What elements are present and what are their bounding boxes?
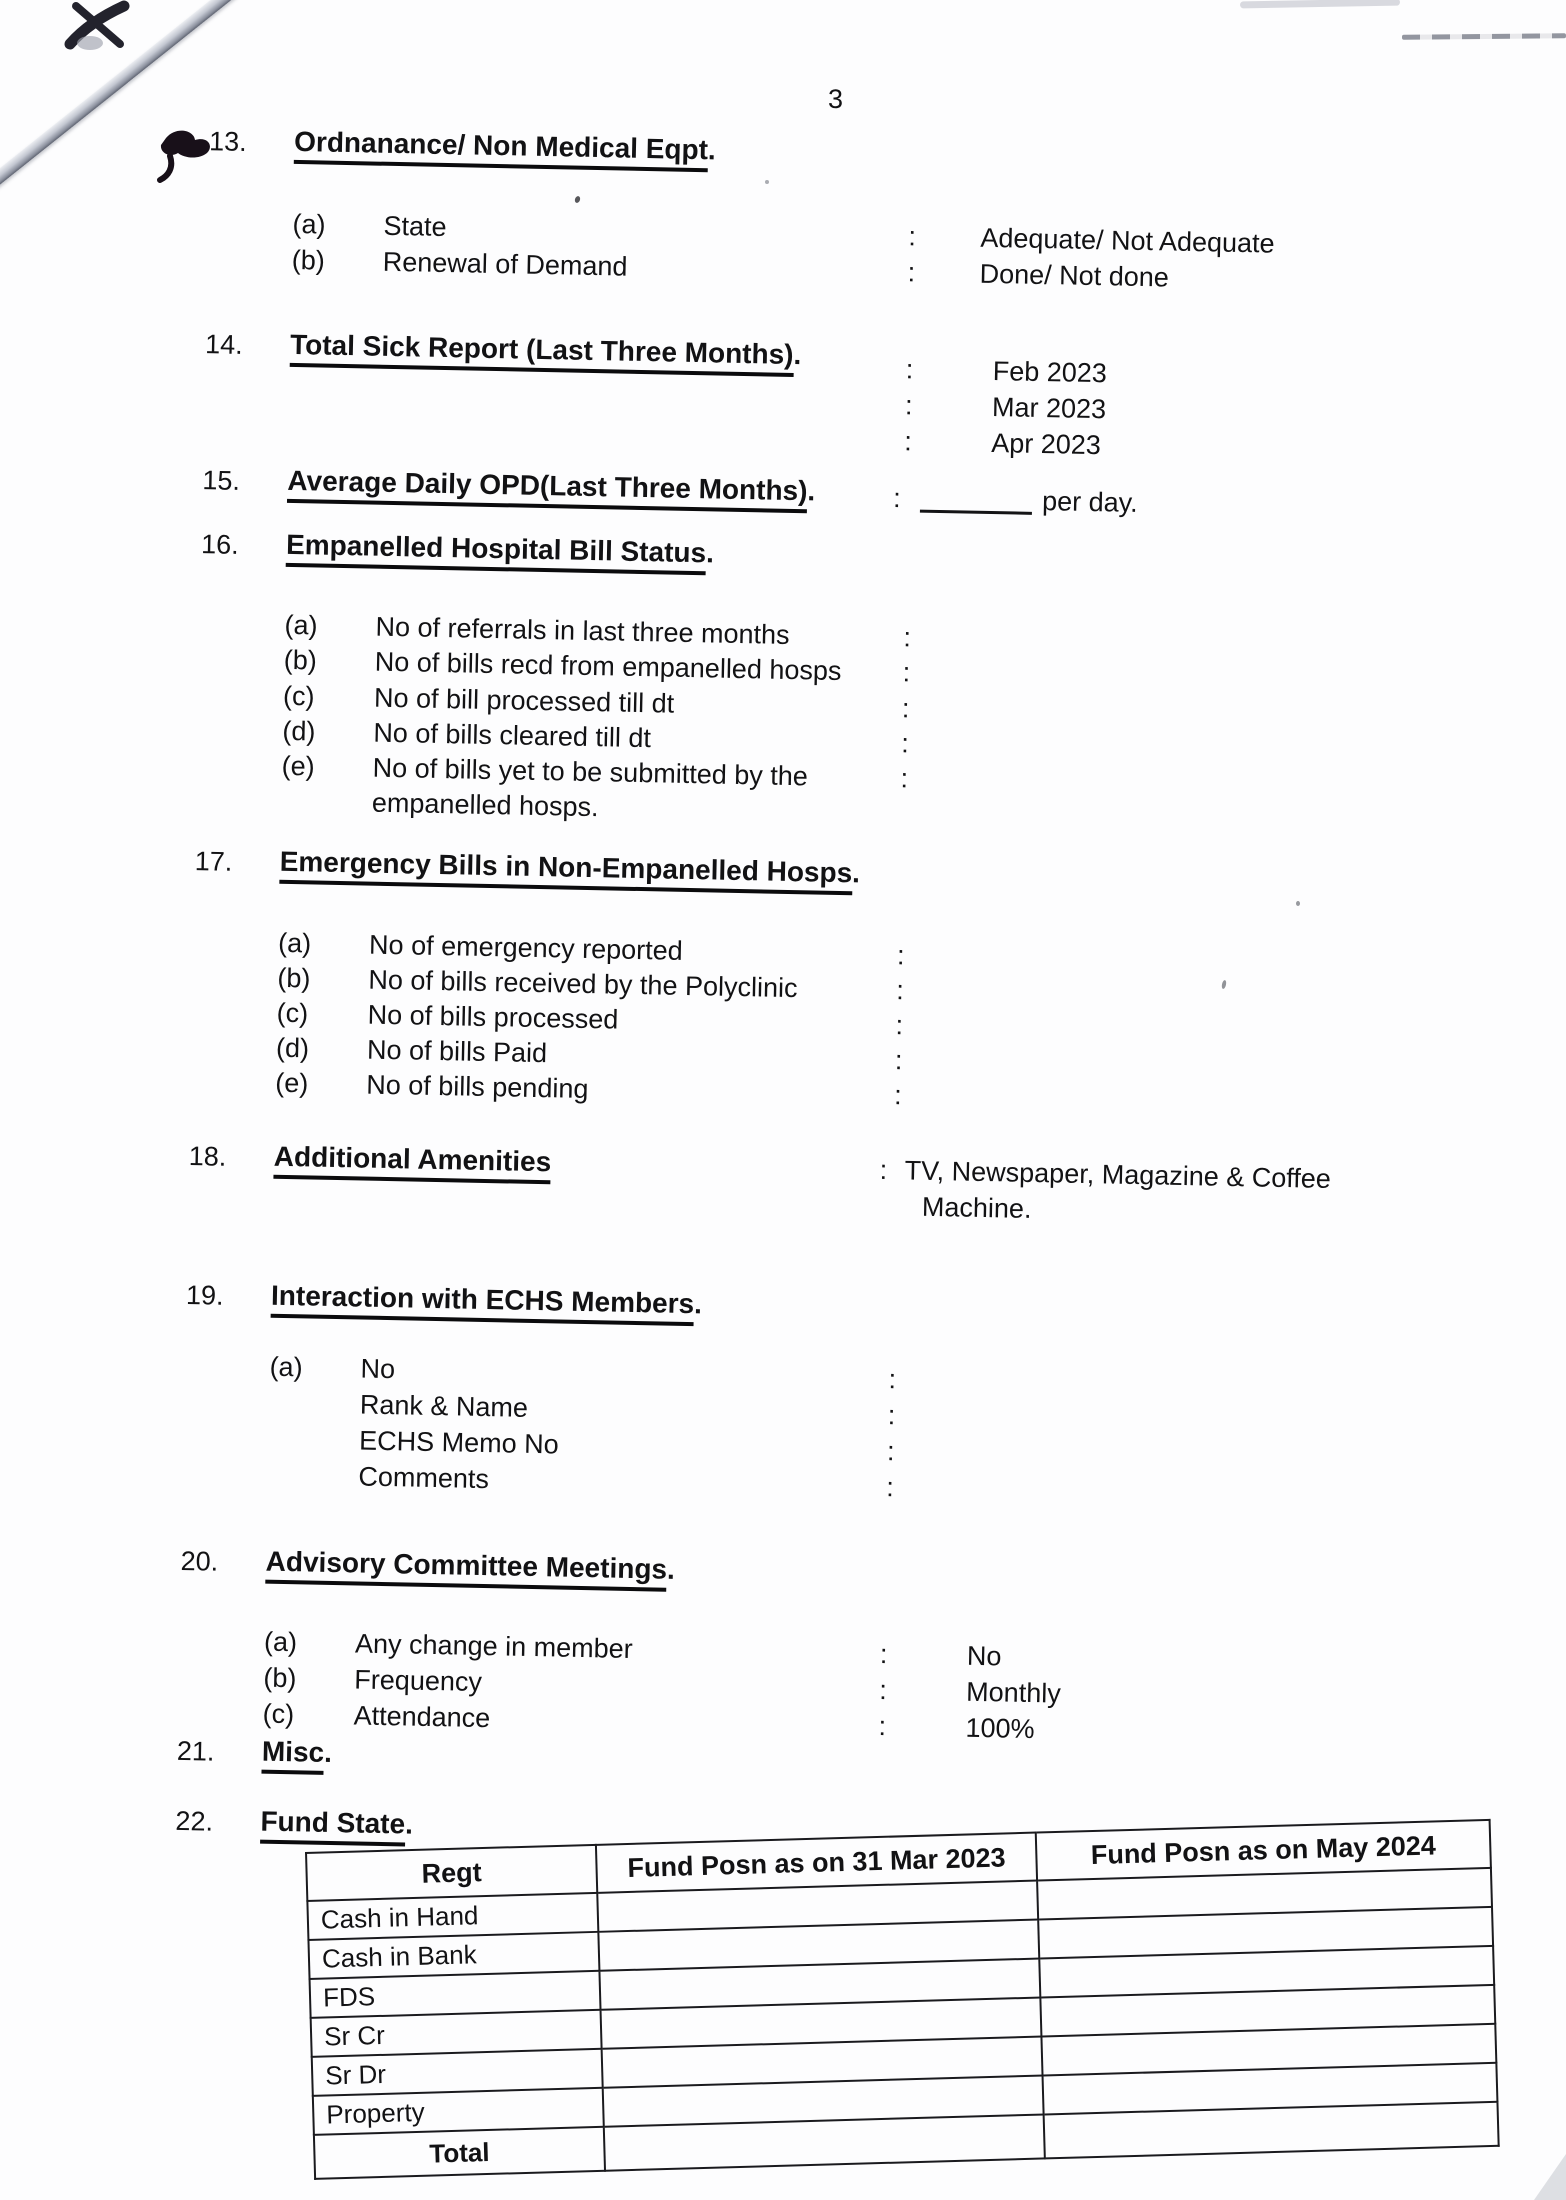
section-15-title: Average Daily OPD(Last Three Months) xyxy=(287,465,808,513)
fund-row-label: Sr Cr xyxy=(311,2010,602,2057)
section-14-number: 14. xyxy=(204,329,243,360)
item-13a-label: State xyxy=(383,210,447,243)
colon: : xyxy=(908,221,917,252)
item-19-rank-name-label: Rank & Name xyxy=(359,1389,529,1423)
fund-row-label: Cash in Hand xyxy=(307,1893,598,1940)
colon: : xyxy=(902,657,911,688)
sick-report-month-3: Apr 2023 xyxy=(991,427,1102,461)
item-13a-value: Adequate/ Not Adequate xyxy=(980,222,1275,259)
item-20a-value: No xyxy=(966,1640,1002,1672)
page-corner-shadow xyxy=(1534,2154,1566,2200)
section-19-number: 19. xyxy=(185,1279,224,1311)
colon: : xyxy=(896,975,905,1006)
section-20-title: Advisory Committee Meetings xyxy=(265,1546,667,1592)
item-16b-label: No of bills recd from empanelled hosps xyxy=(374,646,842,687)
colon: : xyxy=(896,940,905,971)
section-22-heading: Fund State. xyxy=(260,1806,413,1847)
colon: : xyxy=(903,622,912,653)
colon: : xyxy=(901,693,910,724)
section-16-heading: Empanelled Hospital Bill Status. xyxy=(286,529,715,576)
section-17-title: Emergency Bills in Non-Empanelled Hosps xyxy=(279,846,852,895)
fund-row-label: Sr Dr xyxy=(312,2049,603,2096)
section-20-heading: Advisory Committee Meetings. xyxy=(265,1546,675,1592)
colon: : xyxy=(893,1080,903,1111)
amenities-value-line2: Machine. xyxy=(921,1191,1032,1224)
section-16-title: Empanelled Hospital Bill Status xyxy=(286,529,707,575)
section-19-heading: Interaction with ECHS Members. xyxy=(271,1280,703,1327)
colon: : xyxy=(900,763,909,794)
fund-table-header-regt: Regt xyxy=(306,1845,597,1901)
colon: : xyxy=(900,728,910,759)
item-19a-label: No xyxy=(360,1353,396,1385)
section-18-number: 18. xyxy=(188,1141,227,1172)
item-16b-marker: (b) xyxy=(283,644,318,676)
item-16a-marker: (a) xyxy=(284,609,318,641)
section-22-title: Fund State xyxy=(260,1806,405,1847)
item-17a-marker: (a) xyxy=(277,927,312,959)
fund-table-header-may-2024: Fund Posn as on May 2024 xyxy=(1036,1820,1491,1881)
section-15-heading: Average Daily OPD(Last Three Months). xyxy=(287,465,816,514)
item-19-comments-label: Comments xyxy=(358,1461,490,1495)
item-16e-label: No of bills yet to be submitted by the xyxy=(372,752,809,792)
section-21-title: Misc xyxy=(261,1736,324,1775)
opd-blank-field xyxy=(920,484,1033,515)
item-20b-label: Frequency xyxy=(354,1664,483,1698)
section-22-number: 22. xyxy=(175,1805,214,1837)
item-17b-label: No of bills received by the Polyclinic xyxy=(368,964,798,1004)
section-18-heading xyxy=(273,1141,551,1185)
sick-report-month-2: Mar 2023 xyxy=(991,391,1107,425)
section-18-title: Additional Amenities xyxy=(273,1141,551,1185)
section-14-heading: Total Sick Report (Last Three Months). xyxy=(290,329,802,377)
item-17a-label: No of emergency reported xyxy=(368,929,684,966)
section-17-heading: Emergency Bills in Non-Empanelled Hosps. xyxy=(279,846,860,896)
item-16c-marker: (c) xyxy=(282,680,315,712)
scan-smudge-artifact xyxy=(1240,0,1400,8)
colon: : xyxy=(878,1674,888,1706)
item-16d-marker: (d) xyxy=(282,715,316,747)
colon: : xyxy=(892,483,901,514)
colon: : xyxy=(905,354,914,385)
fund-row-label: Property xyxy=(313,2088,604,2135)
item-19a-marker: (a) xyxy=(269,1351,303,1383)
fund-table-header-mar-2023: Fund Posn as on 31 Mar 2023 xyxy=(596,1833,1037,1893)
colon: : xyxy=(904,390,913,421)
item-17d-marker: (d) xyxy=(275,1032,310,1064)
item-20c-value: 100% xyxy=(965,1712,1035,1745)
item-20a-marker: (a) xyxy=(263,1626,298,1658)
section-13-heading: Ordnanance/ Non Medical Eqpt. xyxy=(294,126,716,172)
fund-row-label: FDS xyxy=(310,1971,601,2018)
item-20b-value: Monthly xyxy=(965,1676,1062,1709)
item-13b-label: Renewal of Demand xyxy=(382,246,628,282)
section-21-number: 21. xyxy=(176,1735,215,1767)
item-20c-marker: (c) xyxy=(262,1698,295,1730)
section-21-heading: Misc. xyxy=(261,1736,332,1775)
item-19-echs-memo-label: ECHS Memo No xyxy=(358,1425,559,1460)
colon: : xyxy=(888,1364,897,1395)
section-14-title: Total Sick Report (Last Three Months) xyxy=(290,329,794,377)
item-16e-label-line2: empanelled hosps. xyxy=(371,787,599,823)
section-19-title: Interaction with ECHS Members xyxy=(271,1280,695,1326)
item-16a-label: No of referrals in last three months xyxy=(375,611,790,650)
sick-report-month-1: Feb 2023 xyxy=(992,356,1108,389)
colon: : xyxy=(878,1710,887,1742)
item-13b-marker: (b) xyxy=(291,244,326,276)
item-16d-label: No of bills cleared till dt xyxy=(373,717,652,754)
section-17-number: 17. xyxy=(194,846,233,877)
item-16c-label: No of bill processed till dt xyxy=(373,682,675,719)
colon: : xyxy=(886,1472,895,1503)
colon: : xyxy=(907,257,916,288)
colon: : xyxy=(894,1045,903,1076)
colon: : xyxy=(887,1400,896,1431)
item-17e-label: No of bills pending xyxy=(366,1069,589,1105)
item-17c-label: No of bills processed xyxy=(367,999,619,1035)
item-13a-marker: (a) xyxy=(292,208,326,240)
opd-suffix: per day. xyxy=(1041,486,1138,518)
colon: : xyxy=(895,1010,904,1041)
item-17d-label: No of bills Paid xyxy=(366,1034,548,1069)
fund-total-label: Total xyxy=(314,2127,605,2179)
item-17e-marker: (e) xyxy=(275,1067,309,1099)
section-20-number: 20. xyxy=(180,1545,219,1577)
page-number: 3 xyxy=(828,84,844,114)
item-20c-label: Attendance xyxy=(353,1700,491,1734)
item-20a-label: Any change in member xyxy=(354,1628,633,1665)
item-20b-marker: (b) xyxy=(263,1662,297,1694)
fund-state-table xyxy=(305,1819,1500,2180)
item-17c-marker: (c) xyxy=(276,997,309,1029)
section-13-number: 13. xyxy=(208,126,248,157)
colon: : xyxy=(886,1436,895,1467)
item-16e-marker: (e) xyxy=(281,750,315,782)
section-15-number: 15. xyxy=(202,465,241,496)
amenities-value-line1: TV, Newspaper, Magazine & Coffee xyxy=(904,1155,1332,1194)
item-13b-value: Done/ Not done xyxy=(979,258,1170,293)
colon: : xyxy=(904,426,913,457)
fund-row-label: Cash in Bank xyxy=(308,1932,599,1979)
section-13-title: Ordnanance/ Non Medical Eqpt xyxy=(294,126,709,172)
colon: : xyxy=(879,1154,888,1186)
colon: : xyxy=(879,1638,888,1670)
item-17b-marker: (b) xyxy=(277,962,311,994)
section-16-number: 16. xyxy=(200,529,239,560)
